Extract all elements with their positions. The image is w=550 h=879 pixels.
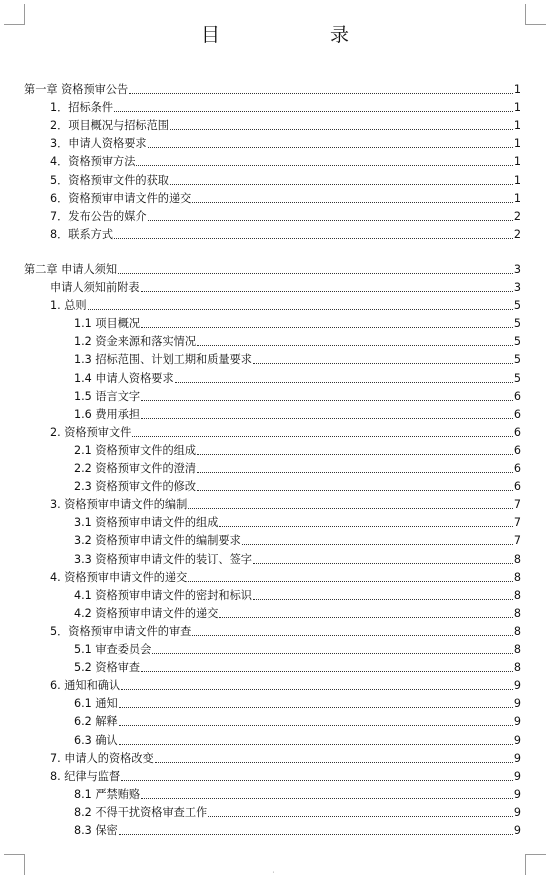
toc-entry[interactable] [50,152,521,169]
toc-entry[interactable] [50,225,521,242]
toc-entry-page-number: 9 [513,715,521,729]
toc-entry[interactable] [74,369,521,386]
toc-entry-label: 6.1 通知 [74,697,118,711]
toc-entry[interactable] [50,676,521,693]
toc-entry-label: 8.2 不得干扰资格审查工作 [74,805,208,819]
page-footer-mark: ⋅ [272,868,275,877]
toc-leader-dots [197,345,513,346]
toc-entry-page-number: 1 [513,191,521,205]
toc-entry-label: 4. 资格预审申请文件的递交 [50,570,188,584]
toc-entry[interactable] [74,712,521,729]
toc-entry-page-number: 8 [513,606,521,620]
toc-entry[interactable] [74,332,521,349]
toc-entry-label: 6.3 确认 [74,733,118,747]
toc-entry[interactable] [74,694,521,711]
toc-entry-page-number: 6 [513,480,521,494]
toc-leader-dots [155,762,513,763]
toc-entry-label: 5.1 审查委员会 [74,643,152,656]
toc-entry[interactable] [74,658,521,675]
toc-leader-dots [129,93,513,94]
toc-entry-label: 1.4 申请人资格要求 [74,371,174,385]
toc-entry-page-number: 9 [513,733,521,747]
toc-leader-dots [119,725,513,726]
toc-entry[interactable] [74,586,521,603]
toc-entry[interactable] [50,171,521,188]
toc-leader-dots [114,238,513,239]
toc-leader-dots [141,291,513,292]
toc-entry-label: 1.1 项目概况 [74,317,141,331]
toc-leader-dots [242,544,513,545]
toc-entry-page-number: 8 [513,643,521,656]
toc-leader-dots [148,220,513,221]
toc-leader-dots [118,273,513,274]
toc-entry-page-number: 9 [513,769,521,783]
toc-entry[interactable] [74,731,521,748]
toc-leader-dots [253,599,513,600]
toc-entry-label: 2.3 资格预审文件的修改 [74,480,197,494]
toc-entry-page-number: 3 [513,281,521,294]
toc-entry-label: 1.6 费用承担 [74,407,141,421]
toc-entry-label: 第二章 申请人须知 [24,262,118,276]
toc-entry-label: 3. 资格预审申请文件的编制 [50,498,188,512]
toc-entry-page-number: 6 [513,443,521,457]
toc-entry[interactable] [74,350,521,367]
toc-entry-page-number: 3 [513,262,521,276]
toc-entry-page-number: 6 [513,425,521,439]
toc-entry[interactable] [74,604,521,621]
toc-entry-page-number: 5 [513,353,521,367]
toc-entry-label: 申请人须知前附表 [50,281,140,294]
toc-entry[interactable] [24,80,521,97]
toc-leader-dots [141,798,513,799]
toc-leader-dots [121,689,513,690]
toc-entry[interactable] [50,622,521,639]
toc-entry[interactable] [74,550,521,567]
toc-entry-page-number: 9 [513,697,521,711]
toc-entry[interactable] [50,189,521,206]
toc-entry-label: 8.1 严禁贿赂 [74,787,141,801]
toc-entry[interactable] [50,749,521,766]
toc-entry-page-number: 2 [513,227,521,241]
toc-entry-label: 7．发布公告的媒介 [50,209,147,223]
toc-leader-dots [197,454,513,455]
toc-entry[interactable] [50,278,521,295]
toc-entry-page-number: 7 [513,534,521,548]
toc-leader-dots [148,147,513,148]
toc-leader-dots [141,327,513,328]
toc-entry-page-number: 6 [513,462,521,475]
toc-leader-dots [114,111,513,112]
toc-entry[interactable] [74,785,521,802]
toc-leader-dots [152,653,513,654]
toc-entry-page-number: 1 [513,83,521,96]
toc-entry-page-number: 5 [513,335,521,349]
toc-entry[interactable] [74,387,521,404]
page-title: 目 录 [200,24,402,46]
toc-entry-label: 6. 通知和确认 [50,679,121,693]
toc-entry-page-number: 8 [513,661,521,675]
toc-entry[interactable] [50,116,521,133]
toc-entry-label: 1.3 招标范围、计划工期和质量要求 [74,353,252,367]
toc-entry-page-number: 7 [513,516,521,530]
toc-leader-dots [136,165,512,166]
toc-entry[interactable] [50,207,521,224]
toc-leader-dots [192,202,513,203]
toc-entry-label: 6.2 解释 [74,715,118,729]
toc-entry-page-number: 5 [513,371,521,385]
toc-leader-dots [192,635,513,636]
toc-entry-page-number: 5 [513,317,521,331]
toc-entry-label: 2.2 资格预审文件的澄清 [74,462,197,475]
toc-leader-dots [219,617,512,618]
toc-entry[interactable] [74,640,521,657]
toc-entry[interactable] [74,459,521,476]
toc-entry-page-number: 9 [513,805,521,819]
toc-entry-page-number: 9 [513,787,521,801]
toc-entry-label: 3.2 资格预审申请文件的编制要求 [74,534,241,548]
toc-entry-label: 2. 资格预审文件 [50,425,132,439]
toc-entry-label: 3.1 资格预审申请文件的组成 [74,516,219,530]
toc-entry-label: 3.3 资格预审申请文件的装订、签字 [74,552,252,566]
toc-entry-label: 2．项目概况与招标范围 [50,119,169,133]
toc-entry-page-number: 5 [513,299,521,313]
toc-entry-label: 8. 纪律与监督 [50,769,121,783]
toc-entry-page-number: 1 [513,155,521,169]
toc-entry[interactable] [50,98,521,115]
toc-leader-dots [197,490,513,491]
toc-entry-label: 4.1 资格预审申请文件的密封和标识 [74,588,252,602]
toc-entry[interactable] [74,314,521,331]
toc-entry-page-number: 8 [513,624,521,638]
toc-leader-dots [132,436,513,437]
toc-leader-dots [208,816,513,817]
toc-entry[interactable] [24,260,521,277]
toc-entry-page-number: 8 [513,588,521,602]
toc-entry-label: 1. 总则 [50,299,87,313]
toc-leader-dots [121,780,513,781]
toc-leader-dots [170,129,513,130]
toc-entry[interactable] [74,477,521,494]
toc-entry-page-number: 1 [513,173,521,187]
toc-leader-dots [197,472,513,473]
toc-leader-dots [141,671,513,672]
toc-leader-dots [253,563,513,564]
toc-entry[interactable] [74,803,521,820]
toc-entry[interactable] [50,134,521,151]
toc-entry-page-number: 6 [513,407,521,421]
toc-entry-label: 5．资格预审申请文件的审查 [50,624,192,638]
toc-leader-dots [253,363,513,364]
toc-entry-label: 5．资格预审文件的获取 [50,173,169,187]
toc-entry-label: 4．资格预审方法 [50,155,136,169]
toc-entry-label: 4.2 资格预审申请文件的递交 [74,606,219,620]
toc-entry-page-number: 1 [513,137,521,151]
toc-entry-label: 1．招标条件 [50,101,114,115]
toc-entry-label: 3．申请人资格要求 [50,137,147,151]
toc-entry-label: 1.2 资金来源和落实情况 [74,335,197,349]
toc-entry[interactable] [50,767,521,784]
toc-entry-page-number: 2 [513,209,521,223]
toc-entry-page-number: 8 [513,552,521,566]
toc-leader-dots [188,508,513,509]
toc-leader-dots [141,418,513,419]
toc-entry[interactable] [50,495,521,512]
toc-entry-page-number: 1 [513,101,521,115]
toc-entry[interactable] [74,821,521,838]
toc-leader-dots [219,526,512,527]
toc-entry-page-number: 7 [513,498,521,512]
toc-entry-label: 7. 申请人的资格改变 [50,751,154,765]
toc-leader-dots [141,400,513,401]
toc-leader-dots [170,184,513,185]
toc-leader-dots [119,707,513,708]
toc-entry-page-number: 1 [513,119,521,133]
toc-entry[interactable] [74,531,521,548]
toc-leader-dots [119,834,513,835]
toc-entry[interactable] [74,405,521,422]
crop-mark-bottom-right [525,854,546,875]
toc-entry-page-number: 8 [513,570,521,584]
toc-leader-dots [119,744,513,745]
toc-entry-page-number: 9 [513,751,521,765]
toc-leader-dots [175,382,513,383]
toc-entry-label: 第一章 资格预审公告 [24,83,129,96]
toc-entry[interactable] [74,441,521,458]
toc-entry[interactable] [74,513,521,530]
toc-entry[interactable] [50,423,521,440]
crop-mark-bottom-left [4,854,25,875]
toc-entry-page-number: 9 [513,679,521,693]
toc-entry-label: 6．资格预审申请文件的递交 [50,191,192,205]
toc-entry-page-number: 9 [513,824,521,837]
toc-entry[interactable] [50,568,521,585]
toc-leader-dots [188,581,513,582]
toc-entry-label: 1.5 语言文字 [74,389,141,403]
toc-entry-page-number: 6 [513,389,521,403]
toc-leader-dots [88,309,513,310]
toc-entry-label: 2.1 资格预审文件的组成 [74,443,197,457]
toc-entry-label: 8.3 保密 [74,824,118,837]
toc-entry[interactable] [50,296,521,313]
toc-entry-label: 5.2 资格审查 [74,661,141,675]
toc-entry-label: 8．联系方式 [50,227,114,241]
